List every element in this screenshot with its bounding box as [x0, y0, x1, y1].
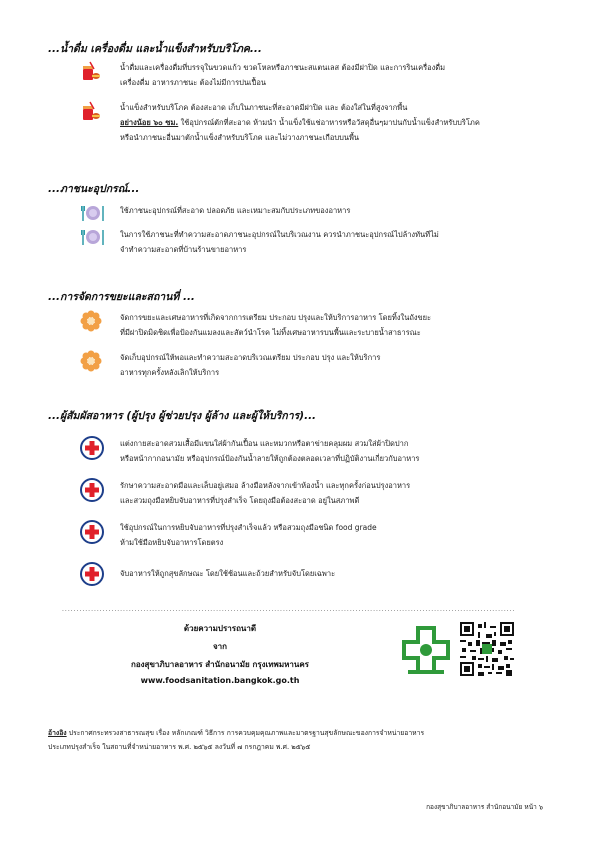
footer-website[interactable]: www.foodsanitation.bangkok.go.th: [140, 676, 300, 685]
drink-food-icon: [80, 60, 100, 80]
dotted-divider: ............................................................................................................................................................: [62, 606, 516, 613]
item-text-line: จำทำความสะอาดที่บ้านร้านขายอาหาร: [120, 245, 247, 254]
reference-text: ประกาศกระทรวงสาธารณสุข เรื่อง หลักเกณฑ์ วิธีการ การควบคุมคุณภาพและมาตรฐานสุขลักษณะของการจำหน่ายอาหาร: [66, 729, 425, 737]
drink-food-icon: [80, 100, 100, 120]
item-text-line: เครื่องดื่ม อาหารภาชนะ ต้องไม่มีการปนเปื้อน: [120, 78, 266, 87]
section-heading-waste: ...การจัดการขยะและสถานที่ ...: [48, 291, 195, 303]
item-text-line: ที่มีฝาปิดมิดชิดเพื่อป้องกันแมลงและสัตว์นำโรค ไม่ทิ้งเศษอาหารบนพื้นและระบายน้ำสาธารณะ: [120, 328, 421, 337]
list-item: [80, 520, 540, 554]
item-text-line: ใช้อุปกรณ์ตักที่สะอาด ห้ามนำ น้ำแข็งใช้แช่อาหารหรือวัสดุอื่นๆมาปนกับน้ำแข็งสำหรับบริโภค: [180, 118, 480, 127]
reference-text: ประเภทปรุงสำเร็จ ในสถานที่จำหน่ายอาหาร พ.ศ. ๒๕๖๕ ลงวันที่ ๗ กรกฎาคม พ.ศ. ๒๕๖๕: [48, 743, 311, 751]
list-item: [80, 60, 540, 94]
item-text-line: หรือหน้ากากอนามัย หรืออุปกรณ์ป้องกันน้ำลายให้ถูกต้องตลอดเวลาที่ปฏิบัติงานเกี่ยวกับอาหาร: [120, 454, 420, 463]
item-text-line: น้ำแข็งสำหรับบริโภค ต้องสะอาด เก็บในภาชนะที่สะอาดมีฝาปิด และ ต้องใส่ในที่สูงจากพื้น: [120, 103, 408, 112]
item-text-line: จัดการขยะและเศษอาหารที่เกิดจากการเตรียม ประกอบ ปรุงและให้บริการอาหาร โดยทิ้งในถังขยะ: [120, 313, 432, 322]
item-text-line: แต่งกายสะอาดสวมเสื้อมีแขนใส่ผ้ากันเปื้อน และหมวกหรือตาข่ายคลุมผม สวมใส่ผ้าปิดปาก: [120, 439, 409, 448]
reference-note: [48, 726, 548, 754]
item-text-line: ห้ามใช้มือหยิบจับอาหารโดยตรง: [120, 538, 224, 547]
footer-greeting: ด้วยความปรารถนาดี: [183, 624, 257, 633]
footer-from: จาก: [212, 642, 228, 651]
footer-department: กองสุขาภิบาลอาหาร สำนักอนามัย กรุงเทพมหานคร: [131, 660, 309, 669]
list-item: [80, 100, 540, 148]
item-text-line: ใช้ภาชนะอุปกรณ์ที่สะอาด ปลอดภัย และเหมาะสมกับประเภทของอาหาร: [120, 206, 351, 215]
list-item: [80, 310, 540, 342]
list-item: [80, 227, 540, 259]
utensils-plate-icon: [80, 227, 100, 247]
item-text-line: หรือนำภาชนะอื่นมาตักน้ำแข็งสำหรับบริโภค และไม่วางภาชนะเกือบบนพื้น: [120, 133, 360, 142]
list-item: [80, 350, 540, 382]
item-text-line: อาหารทุกครั้งหลังเลิกให้บริการ: [120, 368, 220, 377]
list-item: [80, 203, 540, 223]
utensils-plate-icon: [80, 203, 100, 223]
item-text-line: ใช้อุปกรณ์ในการหยิบจับอาหารที่ปรุงสำเร็จแล้ว หรือสวมถุงมือชนิด food grade: [120, 523, 377, 532]
red-cross-icon: [80, 436, 100, 456]
qr-code-icon[interactable]: [458, 620, 516, 678]
page-footer: กองสุขาภิบาลอาหาร สำนักอนามัย หน้า ๖: [426, 803, 543, 811]
section-heading-food-handlers: ...ผู้สัมผัสอาหาร (ผู้ปรุง ผู้ช่วยปรุง ผู้ล้าง และผู้ให้บริการ)...: [48, 410, 317, 422]
list-item: [80, 478, 540, 512]
item-text-line: น้ำดื่มและเครื่องดื่มที่บรรจุในขวดแก้ว ขวดโหลหรือภาชนะสแตนเลส ต้องมีฝาปิด และการรินเครื่องดื่ม: [120, 63, 446, 72]
emphasis-text: อย่างน้อย ๖๐ ซม.: [120, 118, 179, 127]
sanitation-logo-icon: [398, 622, 454, 678]
red-cross-icon: [80, 562, 100, 582]
item-text-line: รักษาความสะอาดมือและเล็บอยู่เสมอ ล้างมือหลังจากเข้าห้องน้ำ และทุกครั้งก่อนปรุงอาหาร: [120, 481, 411, 490]
item-text-line: จัดเก็บอุปกรณ์ให้พอและทำความสะอาดบริเวณเตรียม ประกอบ ปรุง และให้บริการ: [120, 353, 381, 362]
flower-icon: [80, 310, 100, 330]
section-heading-utensils: ...ภาชนะอุปกรณ์...: [48, 183, 140, 195]
flower-icon: [80, 350, 100, 370]
red-cross-icon: [80, 520, 100, 540]
list-item: [80, 436, 540, 470]
section-heading-drinks: ...น้ำดื่ม เครื่องดื่ม และน้ำแข็งสำหรับบริโภค...: [48, 43, 262, 55]
reference-label: อ้างอิง: [48, 729, 67, 737]
item-text-line: ในการใช้ภาชนะที่ทำความสะอาดภาชนะอุปกรณ์ในบริเวณงาน ควรนำภาชนะอุปกรณ์ไปล้างทันทีไม่: [120, 230, 439, 239]
item-text-line: และสวมถุงมือหยิบจับอาหารที่ปรุงสำเร็จ โดยถุงมือต้องสะอาด อยู่ในสภาพดี: [120, 496, 360, 505]
list-item: [80, 562, 540, 586]
red-cross-icon: [80, 478, 100, 498]
item-text-line: จับอาหารให้ถูกสุขลักษณะ โดยใช้ช้อนและถ้วยสำหรับจับโดยเฉพาะ: [120, 569, 336, 578]
